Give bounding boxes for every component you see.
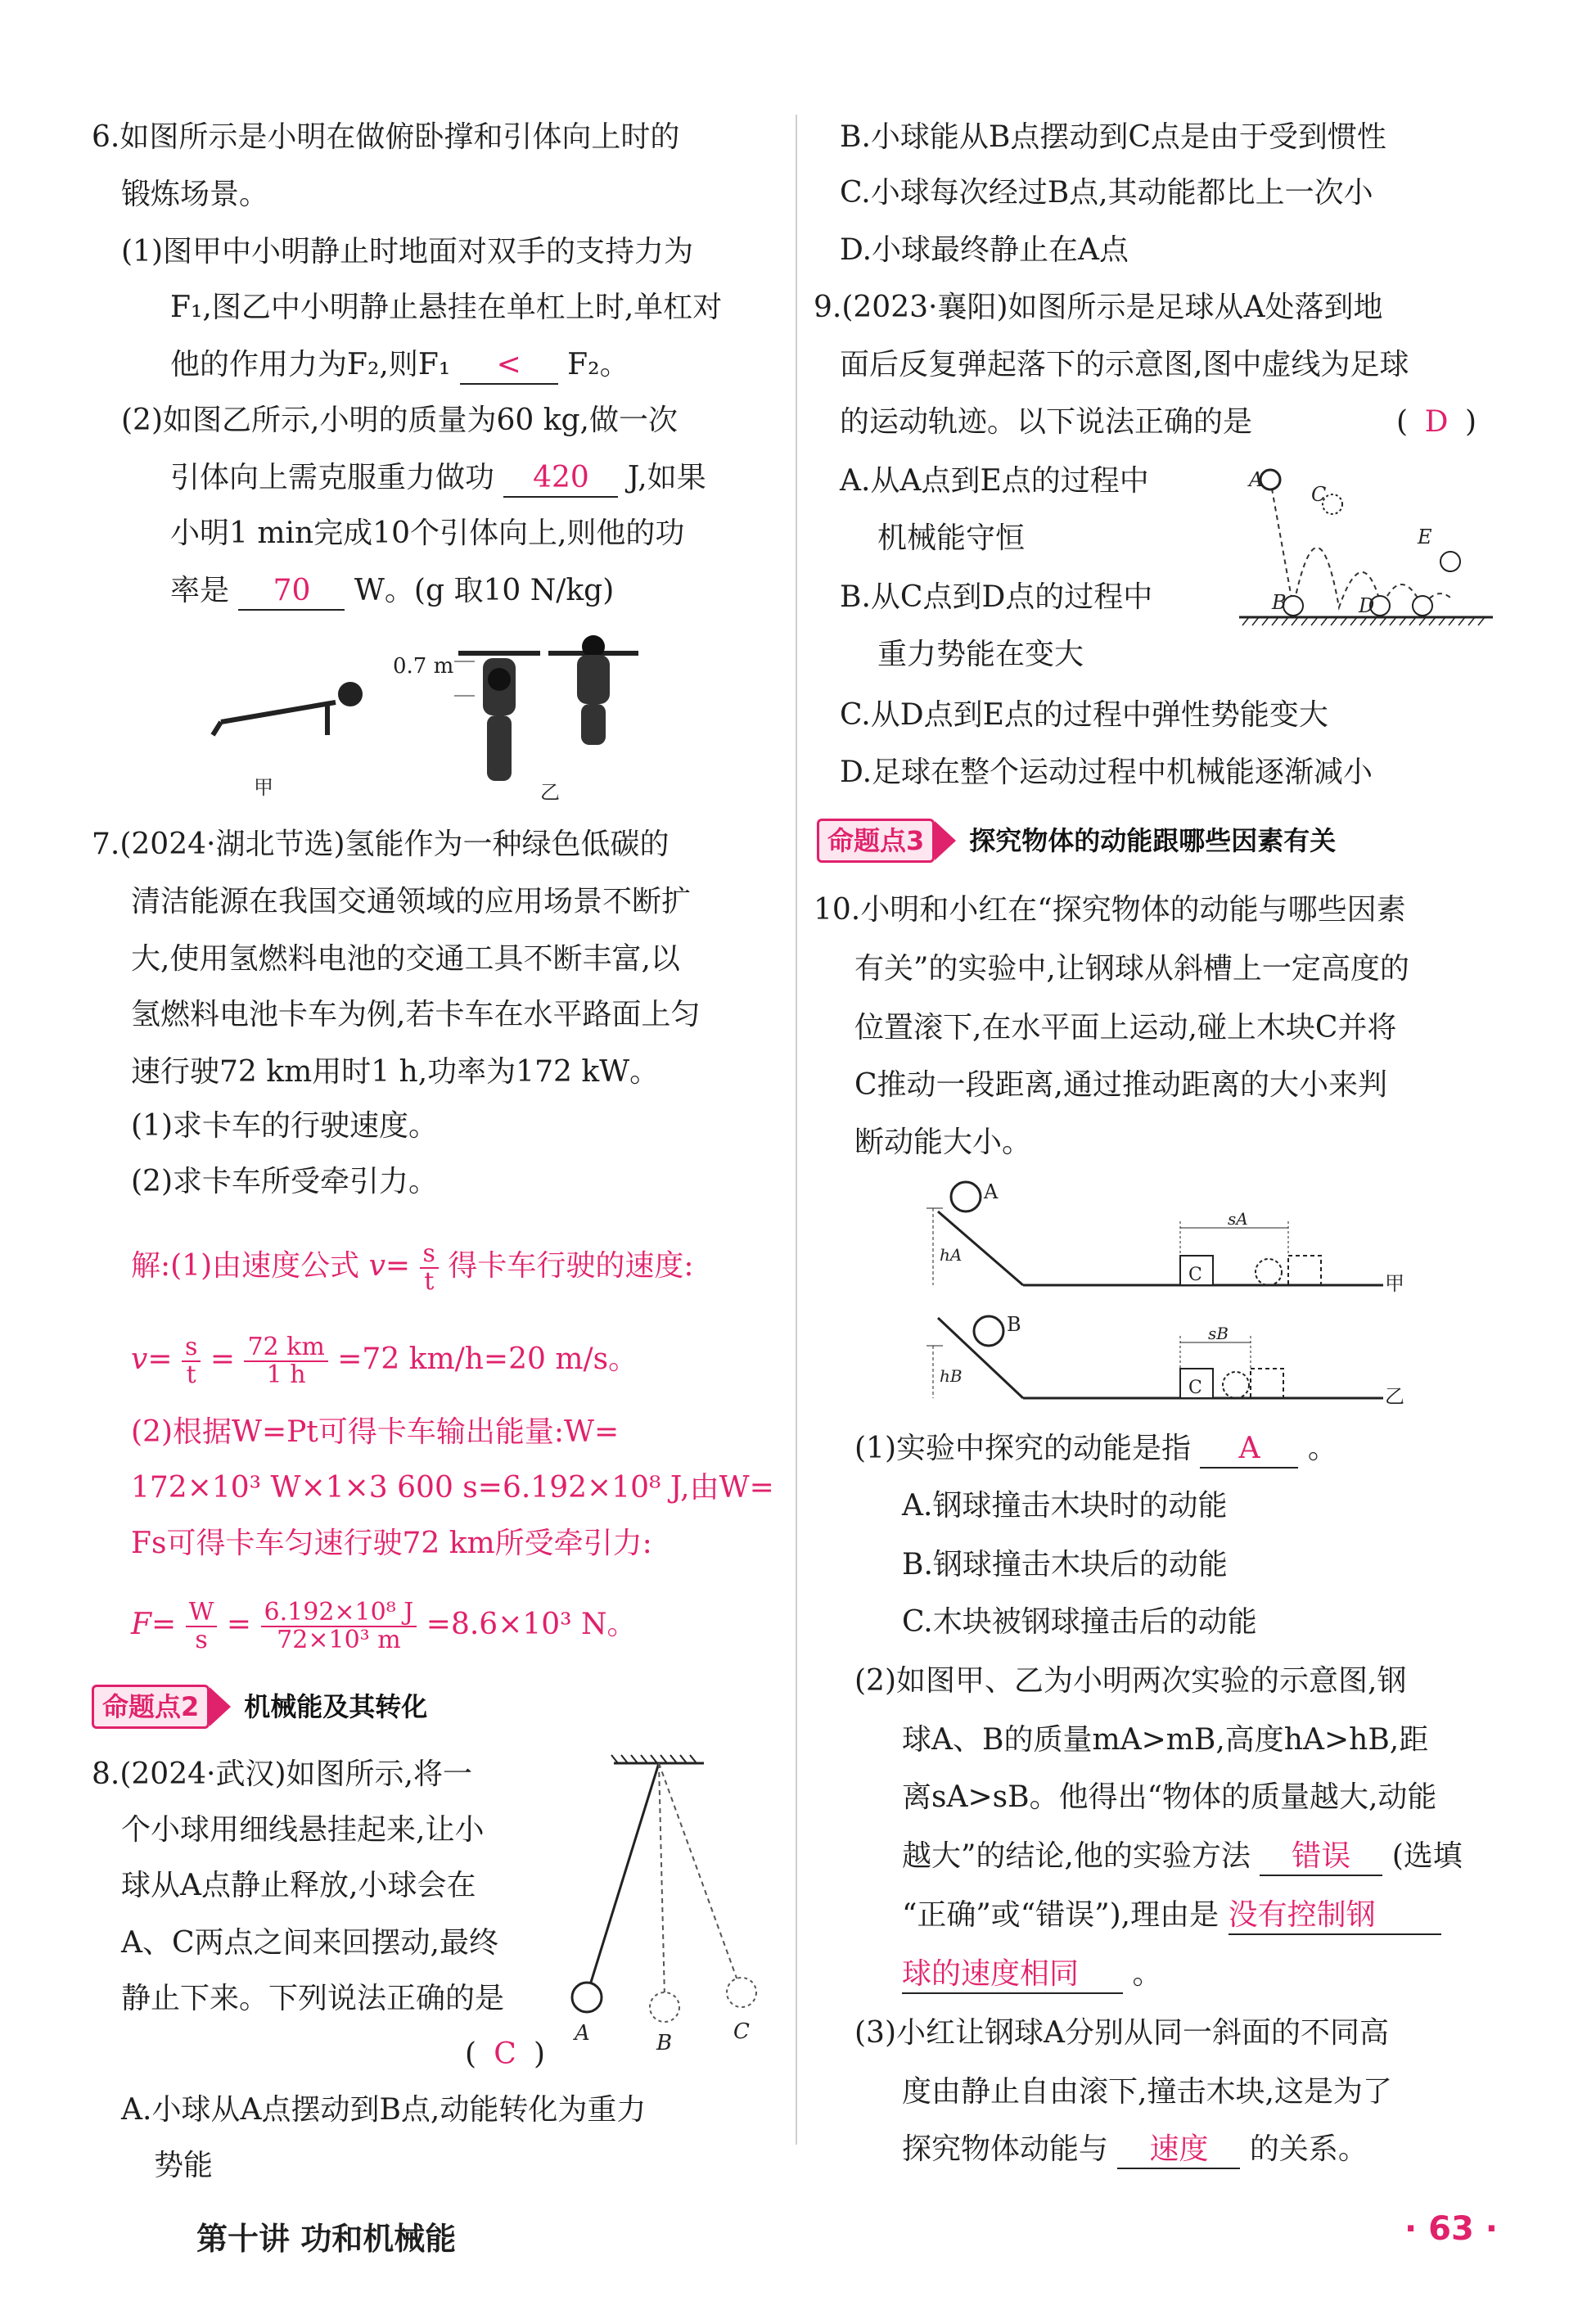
fraction-denominator: 1 h: [266, 1360, 306, 1389]
fraction-numerator: W: [186, 1599, 218, 1627]
q9-figure-point-d: D: [1359, 594, 1375, 617]
q10-part2-line1: (2)如图甲、乙为小明两次实验的示意图,钢: [854, 1664, 1407, 1698]
q7-solution-equals: =: [210, 1342, 235, 1376]
q9-stem-line1: 9.(2023·襄阳)如图所示是足球从A处落到地: [814, 291, 1383, 324]
q7-solution-fraction-st2: [182, 1334, 201, 1388]
q6-part2-text-a: 引体向上需克服重力做功: [170, 461, 495, 494]
fraction-numerator: 72 km: [244, 1334, 327, 1362]
fraction-denominator: t: [424, 1267, 435, 1296]
q7-part2: (2)求卡车所受牵引力。: [131, 1165, 438, 1198]
q8-figure-point-c: C: [733, 2019, 750, 2044]
q7-solution-fraction-st: [420, 1241, 439, 1295]
q8-option-a-line2: 势能: [154, 2149, 214, 2182]
chapter-title: 第十讲 功和机械能: [196, 2221, 457, 2257]
q10-part2-text-a: 越大”的结论,他的实验方法: [902, 1839, 1251, 1873]
q10-part1-option-c: C.木块被钢球撞击后的动能: [902, 1605, 1257, 1639]
q10-part1-text: (1)实验中探究的动能是指: [854, 1432, 1191, 1465]
q7-solution-line6: [131, 1599, 637, 1654]
q10-part1-line: [854, 1431, 1337, 1469]
q10-part3-text-b: 的关系。: [1249, 2132, 1368, 2166]
experiment-yi: [926, 1313, 1404, 1408]
topic-tag-2-title: 机械能及其转化: [244, 1691, 428, 1722]
q10-figure-block-c-jia: C: [1188, 1265, 1202, 1285]
q10-part2-answer-reason-a: 没有控制钢: [1229, 1897, 1441, 1935]
q7-solution-line2: [131, 1334, 638, 1388]
q10-part3-line3: [902, 2132, 1368, 2169]
q6-part2-line3: 小明1 min完成10个引体向上,则他的功: [170, 517, 685, 550]
q10-figure-distance-a: sA: [1228, 1209, 1248, 1229]
q6-part2-line1: (2)如图乙所示,小明的质量为60 kg,做一次: [121, 404, 678, 437]
q6-figure-label-a: 甲: [254, 776, 273, 799]
q10-part3-text-a: 探究物体动能与: [902, 2132, 1109, 2166]
q7-solution-line5: Fs可得卡车匀速行驶72 km所受牵引力:: [131, 1527, 652, 1560]
arrow-right-icon: [210, 1687, 231, 1726]
q10-part2-answer-reason-b: 球的速度相同: [902, 1956, 1123, 1994]
fraction-numerator: 6.192×10⁸ J: [261, 1599, 417, 1627]
q8-figure-point-b: B: [656, 2031, 673, 2055]
q7-solution-fraction-values: [244, 1334, 327, 1388]
q6-part2-text-b: J,如果: [627, 461, 706, 494]
q6-part1-answer: <: [460, 347, 558, 385]
q7-solution-force-result: =8.6×10³ N。: [426, 1608, 637, 1641]
q8-option-c: C.小球每次经过B点,其动能都比上一次小: [840, 176, 1373, 210]
q7-stem-line5: 速行驶72 km用时1 h,功率为172 kW。: [131, 1055, 660, 1089]
q6-figure-height: 0.7 m: [393, 654, 454, 679]
topic-tag-3-box: 命题点3: [817, 819, 935, 863]
q7-solution-line3: (2)根据W=Pt可得卡车输出能量:W=: [131, 1415, 620, 1449]
q10-part1-option-b: B.钢球撞击木块后的动能: [902, 1548, 1228, 1581]
q7-solution-line1: [131, 1241, 694, 1295]
q10-part2-answer-method: 错误: [1260, 1839, 1382, 1876]
q7-stem-line2: 清洁能源在我国交通领域的应用场景不断扩: [131, 885, 692, 918]
q7-stem-line4: 氢燃料电池卡车为例,若卡车在水平路面上匀: [131, 998, 701, 1031]
q10-part2-line6: [902, 1956, 1161, 1994]
page-number: · 63 ·: [1404, 2210, 1498, 2248]
fraction-numerator: s: [182, 1334, 201, 1362]
q10-stem-line2: 有关”的实验中,让钢球从斜槽上一定高度的: [854, 952, 1409, 986]
q7-solution-fraction-ws: [186, 1599, 218, 1654]
q8-stem-line4: A、C两点之间来回摆动,最终: [121, 1926, 498, 1960]
q6-part1-line3: [170, 347, 629, 385]
q9-figure-point-c: C: [1311, 483, 1327, 506]
q10-figure-ball-a: A: [984, 1180, 999, 1203]
q6-stem-line2: 锻炼场景。: [121, 178, 269, 211]
q10-part2-text-c: “正确”或“错误”),理由是: [902, 1898, 1220, 1932]
q10-part2-line3: 离sA>sB。他得出“物体的质量越大,动能: [902, 1780, 1437, 1814]
q9-answer-bracket: ( D ): [1396, 405, 1477, 439]
q6-part1-text-a: 他的作用力为F₂,则F₁: [170, 348, 451, 381]
q7-solution-text-b: 得卡车行驶的速度:: [448, 1249, 694, 1283]
q10-part3-line2: 度由静止自由滚下,撞击木块,这是为了: [902, 2075, 1392, 2109]
arrow-right-icon: [935, 821, 956, 860]
q10-part2-text-b: (选填: [1391, 1839, 1463, 1873]
q10-figure-height-a: hA: [940, 1245, 963, 1265]
q6-exercise-figure: [205, 630, 663, 810]
q9-stem-line3: 的运动轨迹。以下说法正确的是: [840, 405, 1253, 439]
q9-figure-point-b: B: [1272, 591, 1287, 614]
q10-figure-block-c-yi: C: [1188, 1378, 1202, 1398]
q9-figure-point-e: E: [1418, 526, 1432, 548]
q10-figure-label-jia: 甲: [1385, 1272, 1404, 1295]
q9-option-a-line1: A.从A点到E点的过程中: [840, 464, 1149, 498]
q10-part3-line1: (3)小红让钢球A分别从同一斜面的不同高: [854, 2016, 1389, 2050]
q8-option-d: D.小球最终静止在A点: [840, 233, 1129, 267]
q8-option-a-line1: A.小球从A点摆动到B点,动能转化为重力: [121, 2093, 647, 2127]
q9-bouncing-ball-figure: [1236, 455, 1496, 635]
q9-stem-line2: 面后反复弹起落下的示意图,图中虚线为足球: [840, 348, 1409, 381]
q10-figure-distance-b: sB: [1208, 1324, 1229, 1343]
q6-part2-text-d: W。(g 取10 N/kg): [354, 574, 615, 607]
q7-stem-line3: 大,使用氢燃料电池的交通工具不断丰富,以: [131, 942, 680, 976]
q6-part2-answer-power: 70: [238, 573, 345, 611]
q8-answer: C: [494, 2037, 516, 2071]
q10-part3-answer: 速度: [1117, 2132, 1240, 2169]
pullup-person-front: [483, 658, 516, 781]
q10-part1-option-a: A.钢球撞击木块时的动能: [902, 1489, 1228, 1523]
q10-part1-answer: A: [1200, 1431, 1298, 1469]
q6-part2-text-c: 率是: [170, 574, 230, 607]
q10-stem-line3: 位置滚下,在水平面上运动,碰上木块C并将: [854, 1011, 1397, 1044]
q7-solution-v2: v=: [131, 1342, 173, 1376]
q6-part1-line2: F₁,图乙中小明静止悬挂在单杠上时,单杠对: [170, 291, 723, 324]
q9-option-c: C.从D点到E点的过程中弹性势能变大: [840, 698, 1328, 732]
q8-stem-line5: 静止下来。下列说法正确的是: [121, 1982, 505, 2015]
q8-stem-line1: 8.(2024·武汉)如图所示,将一: [92, 1757, 472, 1791]
q7-part1: (1)求卡车的行驶速度。: [131, 1109, 438, 1143]
q9-option-a-line2: 机械能守恒: [877, 521, 1026, 555]
q10-stem-line5: 断动能大小。: [854, 1126, 1032, 1159]
q6-figure-label-b: 乙: [540, 781, 560, 804]
q7-solution-f: F=: [131, 1608, 177, 1641]
column-divider: [796, 115, 797, 2145]
topic-tag-2: [92, 1685, 427, 1729]
q6-part1-line1: (1)图甲中小明静止时地面对双手的支持力为: [121, 235, 693, 268]
q10-part2-line2: 球A、B的质量mA>mB,高度hA>hB,距: [902, 1723, 1429, 1757]
q6-part2-answer-work: 420: [503, 460, 618, 498]
q8-option-b: B.小球能从B点摆动到C点是由于受到惯性: [840, 120, 1386, 154]
q7-solution-v: v=: [368, 1249, 411, 1283]
q6-part1-text-b: F₂。: [567, 348, 629, 381]
q6-part2-line2: [170, 460, 706, 498]
q10-stem-line1: 10.小明和小红在“探究物体的动能与哪些因素: [814, 893, 1406, 927]
experiment-jia: [926, 1180, 1404, 1295]
q10-part2-end: 。: [1132, 1957, 1162, 1991]
topic-tag-2-box: 命题点2: [92, 1685, 210, 1729]
q7-solution-equals2: =: [226, 1608, 252, 1641]
q8-answer-bracket: ( C ): [465, 2037, 546, 2071]
q9-figure-point-a: A: [1249, 468, 1264, 491]
fraction-denominator: t: [186, 1360, 196, 1389]
q9-option-d: D.足球在整个运动过程中机械能逐渐减小: [840, 756, 1373, 789]
q7-solution-line4: 172×10³ W×1×3 600 s=6.192×10⁸ J,由W=: [131, 1471, 774, 1505]
q7-solution-fraction-force: [261, 1599, 417, 1654]
q10-part1-end: 。: [1307, 1432, 1337, 1465]
q9-option-b-line2: 重力势能在变大: [877, 638, 1084, 671]
pushup-person-illustration: [213, 684, 360, 735]
fraction-numerator: s: [420, 1241, 439, 1269]
q10-stem-line4: C推动一段距离,通过推动距离的大小来判: [854, 1068, 1387, 1102]
q10-figure-label-yi: 乙: [1385, 1385, 1404, 1408]
q8-stem-line3: 球从A点静止释放,小球会在: [121, 1869, 476, 1902]
q10-ramp-figure: [925, 1179, 1416, 1416]
q10-part2-line5: [902, 1897, 1441, 1935]
q10-part2-line4: [902, 1839, 1463, 1876]
q7-stem-line1: 7.(2024·湖北节选)氢能作为一种绿色低碳的: [92, 828, 670, 861]
fraction-denominator: 72×10³ m: [277, 1626, 401, 1654]
q6-stem-line1: 6.如图所示是小明在做俯卧撑和引体向上时的: [92, 120, 680, 154]
q6-part2-line4: [170, 573, 614, 611]
q10-figure-ball-b: B: [1007, 1313, 1021, 1336]
q8-stem-line2: 个小球用细线悬挂起来,让小: [121, 1813, 485, 1847]
q10-figure-height-b: hB: [940, 1366, 963, 1386]
topic-tag-3: [817, 819, 1336, 863]
topic-tag-3-title: 探究物体的动能跟哪些因素有关: [969, 825, 1337, 856]
q7-solution-text-a: 解:(1)由速度公式: [131, 1249, 360, 1283]
q8-pendulum-figure: [557, 1752, 794, 2063]
q7-solution-speed-result: =72 km/h=20 m/s。: [337, 1342, 638, 1376]
q8-figure-point-a: A: [575, 2021, 590, 2046]
q9-answer: D: [1424, 405, 1449, 439]
fraction-denominator: s: [195, 1626, 208, 1654]
q9-option-b-line1: B.从C点到D点的过程中: [840, 580, 1153, 614]
